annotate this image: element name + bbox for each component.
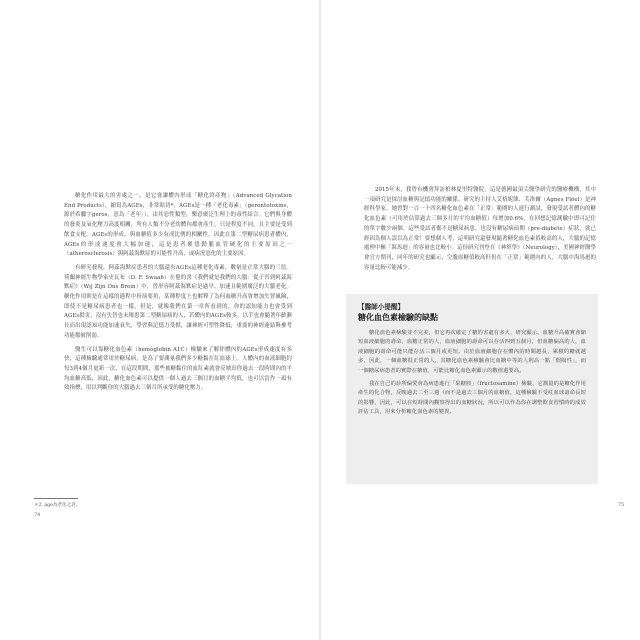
footnote-rule	[34, 498, 78, 499]
doctor-tip-box	[346, 294, 598, 484]
page-number-left: 74	[34, 512, 41, 518]
left-paragraph-3: 醫生可以靠糖化血色素（hemoglobin A1C）檢驗來了解你體內的AGEs形成速度有多快，這種檢驗通常用於糖尿病，是為了要測量我們多少糖黏在紅血球上。人體內的血液細胞約每3到4個月更新一次，在這段期間，那些被糖黏住的血紅素就會反映出你過去一段時間內的平均血糖高低，因此，糖化血色素可以提供一個人過去三個月的血糖平均值，也可以當作一項有效指標，用以判斷你的大腦過去三個月所承受的糖化壓力。	[64, 346, 292, 392]
right-paragraph-1: 2015年末，我曾有機會拜訪柏林夏里特醫院，這是德國最頂尖醫學研究的醫療機構，其中一項研究是探討血糖與記憶功能的關係。研究的主持人艾格妮絲．芙洛爾（Agnes Flöel）是神經科學家，她曾對一百一十四名糖化血色素在「正常」範圍的人進行測試，發現受試者體內的糖化血色素（可用於估算過去三個多月的平均血糖值）每增加0.6%，在回想記憶測驗中即可記住的單字數少兩個。這些受試者都不是糖尿病患，也沒有糖尿病前期（pre-diabete）症狀，就已經因為個人誤以為正常！要想個人考，這明研究還發現隨著糖化血色素值較高的人，大腦的記憶處理中樞「海馬迴」的容量也比較小。這份研究刊登在《神經學》（Neurology），美國神經醫學會官方期刊，同年的研究也顯示，空腹血糖值較高但仍在「正常」範圍內的人，大腦中海馬迴的容量比較可能減少。	[364, 187, 596, 271]
left-paragraph-1: 糖化作用最大的害處之一，是它會讓體內形成「糖化終產物」（Advanced Glycation End Products），縮寫為AGEs，非常貼切*。AGEs是一種「老化毒素」（gerontotoxins，源於希臘字geros，意為「老年」），由其惡性類型，樂意廣泛生理上的毒性結合。它們與身體的發炎及氧化壓力高度相關，所有人類不分老幼體內都會產生，只是程度不同，且主要是受到飲食支配。AGEs的形成，與血糖值多少有成比例的相關性，因此在第二型糖尿病患者體內，AGEs的形成速度會大幅加速，這是患者罹患動脈血管硬化的主要原因之一（atherosclerosis）與阿茲海默症的可能性升高，或病況惡化的主要原因。	[64, 193, 292, 258]
footnote: ＊2. age為老化之意。	[34, 503, 81, 508]
page-number-right: 75	[618, 502, 625, 508]
right-page	[320, 0, 640, 640]
left-paragraph-2: 有研究發現，阿茲海默症患者的大腦還有AGEs這種老化毒素，數量是正常大腦的三倍。荷蘭神經生物學家史瓦布（D. F. Swaab）在他的書《我們就是我們的大腦：從子宮到阿茲海默症》（Wij Zijn Ons Brein）中，曾形容阿茲海默症是過早、加速且範圍廣泛的大腦老化。糖化作用則是在這樣的過程中扮演要角，某種程度上也解釋了為何血糖升高會增加失智風險，即使不是糖尿病患者也一樣。但是，就像我們在第一章所看到的，你的認知能力也會受到AGEs損害，沒有失智也未罹患第二型糖尿病的人，若體內的AGEs較多，以手也會隨著年齡漸長而出現認知功能加速衰失，學習與記憶力受損，讓神經可塑性降低，重要的神經連結與參考功能都被削弱。	[64, 264, 292, 339]
box-title: 糖化血色素檢驗的缺點	[358, 313, 438, 322]
box-paragraph-2: 我在自己的診所偏愛會為病患進行「果糖胺」（fructosamine）檢驗，它測量的是糖化作用產生的化合物，反映過去二至三週（而不是過去三個月的血糖值，這種檢驗不受紅血球壽命長短的影響，因此，可以在短時間內觀察得出的血糖狀況，所以可以作為你在調整飲食習慣時的成效評估工具，用來分析糖化血色素的變異。	[358, 381, 586, 416]
box-kicker: 【醫師小提醒】	[358, 303, 405, 311]
left-text-column	[64, 192, 292, 398]
box-paragraph-1: 糖化血色素檢驗並不完美，但它再次確定了糖的害處有多大，研究顯示，血糖升高確實會縮短血液細胞的壽命，血糖正常的人，血液細胞的壽命可以存活四到五個月，但血糖偏高的人，血液細胞的壽命可能只能存活三個月或更短。由於血液細胞存在體內的時間越長，累積的糖就越多，因此，一個血糖很正常的人，其糖化血色素檢驗會比血糖中等的人則高一點「假陽性」，而一個糖尿病患者的實際在糖值，可能比糖化血色素顯示的數值還要高。	[358, 330, 586, 374]
right-text-column	[364, 186, 596, 277]
